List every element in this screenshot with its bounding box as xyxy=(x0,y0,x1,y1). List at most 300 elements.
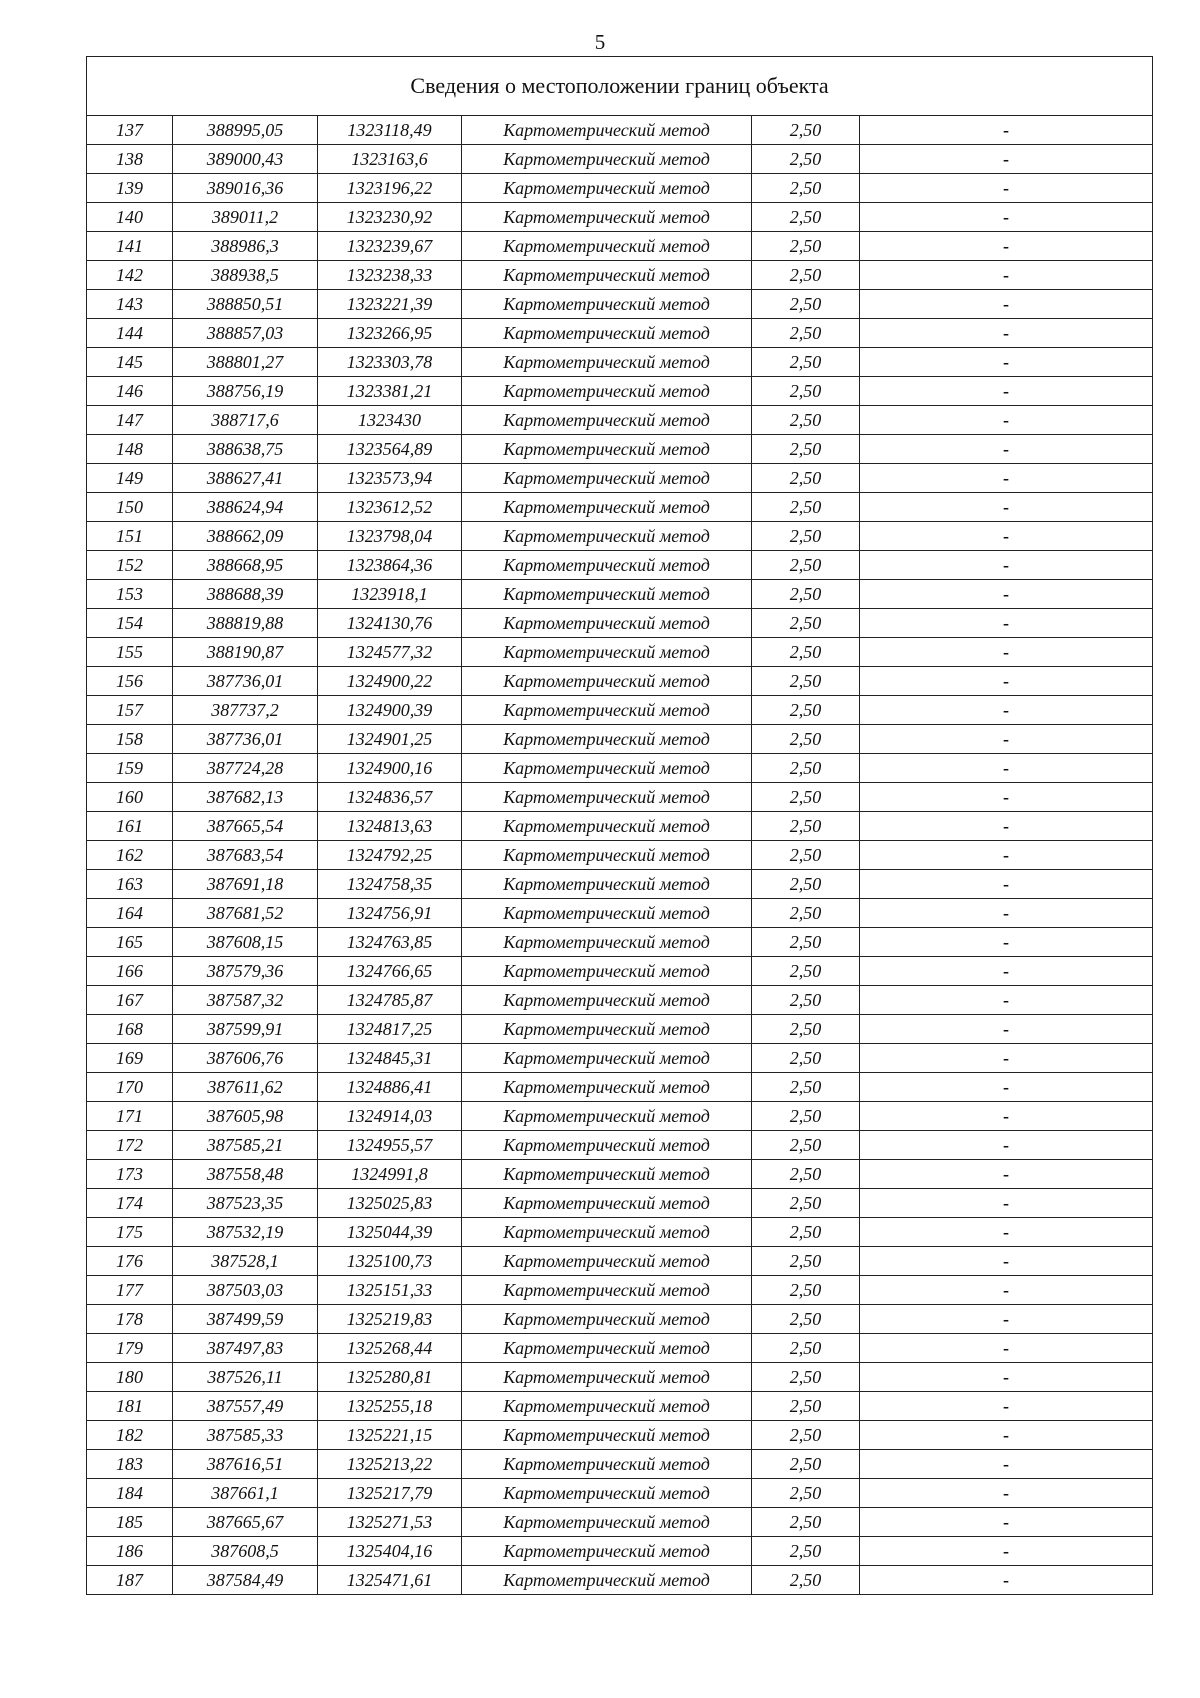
cell-description: - xyxy=(860,1392,1153,1421)
cell-method: Картометрический метод xyxy=(462,1508,752,1537)
cell-coord-x: 387665,67 xyxy=(173,1508,318,1537)
cell-coord-y: 1324813,63 xyxy=(318,812,462,841)
cell-accuracy: 2,50 xyxy=(752,783,860,812)
cell-method: Картометрический метод xyxy=(462,522,752,551)
table-row xyxy=(87,841,1153,870)
table-row xyxy=(87,667,1153,696)
cell-coord-x: 387528,1 xyxy=(173,1247,318,1276)
table-row xyxy=(87,464,1153,493)
cell-accuracy: 2,50 xyxy=(752,841,860,870)
table-row xyxy=(87,696,1153,725)
cell-point-number: 183 xyxy=(87,1450,173,1479)
cell-point-number: 177 xyxy=(87,1276,173,1305)
cell-coord-x: 388995,05 xyxy=(173,116,318,145)
cell-method: Картометрический метод xyxy=(462,1479,752,1508)
cell-point-number: 179 xyxy=(87,1334,173,1363)
cell-description: - xyxy=(860,1537,1153,1566)
cell-point-number: 163 xyxy=(87,870,173,899)
cell-coord-y: 1323238,33 xyxy=(318,261,462,290)
cell-accuracy: 2,50 xyxy=(752,377,860,406)
cell-point-number: 184 xyxy=(87,1479,173,1508)
table-row xyxy=(87,1247,1153,1276)
cell-accuracy: 2,50 xyxy=(752,1160,860,1189)
cell-coord-y: 1325025,83 xyxy=(318,1189,462,1218)
table-row xyxy=(87,522,1153,551)
cell-accuracy: 2,50 xyxy=(752,1189,860,1218)
cell-accuracy: 2,50 xyxy=(752,1508,860,1537)
cell-accuracy: 2,50 xyxy=(752,1247,860,1276)
cell-coord-x: 388627,41 xyxy=(173,464,318,493)
cell-accuracy: 2,50 xyxy=(752,1305,860,1334)
cell-method: Картометрический метод xyxy=(462,609,752,638)
cell-coord-x: 387558,48 xyxy=(173,1160,318,1189)
cell-accuracy: 2,50 xyxy=(752,638,860,667)
cell-description: - xyxy=(860,957,1153,986)
cell-coord-x: 387497,83 xyxy=(173,1334,318,1363)
table-row xyxy=(87,261,1153,290)
cell-method: Картометрический метод xyxy=(462,928,752,957)
cell-coord-x: 388717,6 xyxy=(173,406,318,435)
cell-point-number: 165 xyxy=(87,928,173,957)
cell-method: Картометрический метод xyxy=(462,377,752,406)
cell-method: Картометрический метод xyxy=(462,1131,752,1160)
cell-method: Картометрический метод xyxy=(462,319,752,348)
cell-method: Картометрический метод xyxy=(462,435,752,464)
cell-coord-x: 387665,54 xyxy=(173,812,318,841)
cell-coord-x: 387579,36 xyxy=(173,957,318,986)
cell-coord-y: 1325471,61 xyxy=(318,1566,462,1595)
cell-point-number: 173 xyxy=(87,1160,173,1189)
cell-coord-x: 388756,19 xyxy=(173,377,318,406)
cell-description: - xyxy=(860,464,1153,493)
cell-coord-y: 1325271,53 xyxy=(318,1508,462,1537)
cell-description: - xyxy=(860,1218,1153,1247)
cell-description: - xyxy=(860,1450,1153,1479)
cell-accuracy: 2,50 xyxy=(752,145,860,174)
cell-accuracy: 2,50 xyxy=(752,116,860,145)
table-row xyxy=(87,1276,1153,1305)
cell-coord-y: 1324900,16 xyxy=(318,754,462,783)
cell-accuracy: 2,50 xyxy=(752,435,860,464)
cell-point-number: 186 xyxy=(87,1537,173,1566)
cell-point-number: 160 xyxy=(87,783,173,812)
cell-accuracy: 2,50 xyxy=(752,580,860,609)
cell-description: - xyxy=(860,435,1153,464)
table-row xyxy=(87,986,1153,1015)
table-row xyxy=(87,116,1153,145)
cell-point-number: 162 xyxy=(87,841,173,870)
cell-method: Картометрический метод xyxy=(462,1015,752,1044)
table-row xyxy=(87,812,1153,841)
cell-point-number: 176 xyxy=(87,1247,173,1276)
cell-description: - xyxy=(860,783,1153,812)
cell-method: Картометрический метод xyxy=(462,1218,752,1247)
table-row xyxy=(87,551,1153,580)
cell-accuracy: 2,50 xyxy=(752,870,860,899)
table-row xyxy=(87,1450,1153,1479)
cell-coord-x: 387499,59 xyxy=(173,1305,318,1334)
cell-method: Картометрический метод xyxy=(462,1566,752,1595)
cell-accuracy: 2,50 xyxy=(752,493,860,522)
cell-coord-y: 1324758,35 xyxy=(318,870,462,899)
cell-point-number: 171 xyxy=(87,1102,173,1131)
cell-accuracy: 2,50 xyxy=(752,1102,860,1131)
cell-accuracy: 2,50 xyxy=(752,464,860,493)
cell-method: Картометрический метод xyxy=(462,203,752,232)
cell-accuracy: 2,50 xyxy=(752,203,860,232)
cell-coord-x: 387585,21 xyxy=(173,1131,318,1160)
cell-accuracy: 2,50 xyxy=(752,1450,860,1479)
cell-coord-x: 387681,52 xyxy=(173,899,318,928)
cell-description: - xyxy=(860,232,1153,261)
cell-description: - xyxy=(860,1363,1153,1392)
cell-coord-y: 1324845,31 xyxy=(318,1044,462,1073)
table-row xyxy=(87,174,1153,203)
cell-accuracy: 2,50 xyxy=(752,551,860,580)
cell-point-number: 145 xyxy=(87,348,173,377)
cell-accuracy: 2,50 xyxy=(752,812,860,841)
cell-coord-x: 389011,2 xyxy=(173,203,318,232)
cell-coord-y: 1324900,39 xyxy=(318,696,462,725)
cell-coord-y: 1324991,8 xyxy=(318,1160,462,1189)
table-row xyxy=(87,580,1153,609)
cell-coord-y: 1324763,85 xyxy=(318,928,462,957)
cell-coord-y: 1325100,73 xyxy=(318,1247,462,1276)
cell-description: - xyxy=(860,754,1153,783)
cell-coord-y: 1325280,81 xyxy=(318,1363,462,1392)
cell-description: - xyxy=(860,1566,1153,1595)
cell-coord-x: 387661,1 xyxy=(173,1479,318,1508)
table-row xyxy=(87,1102,1153,1131)
cell-coord-y: 1323196,22 xyxy=(318,174,462,203)
cell-accuracy: 2,50 xyxy=(752,1131,860,1160)
table-title: Сведения о местоположении границ объекта xyxy=(87,57,1153,116)
cell-point-number: 185 xyxy=(87,1508,173,1537)
cell-description: - xyxy=(860,522,1153,551)
cell-method: Картометрический метод xyxy=(462,1363,752,1392)
cell-description: - xyxy=(860,1508,1153,1537)
cell-coord-x: 387682,13 xyxy=(173,783,318,812)
cell-accuracy: 2,50 xyxy=(752,174,860,203)
cell-coord-x: 387526,11 xyxy=(173,1363,318,1392)
cell-coord-x: 387587,32 xyxy=(173,986,318,1015)
cell-coord-y: 1323163,6 xyxy=(318,145,462,174)
cell-coord-y: 1324130,76 xyxy=(318,609,462,638)
cell-coord-x: 387605,98 xyxy=(173,1102,318,1131)
cell-method: Картометрический метод xyxy=(462,493,752,522)
cell-point-number: 150 xyxy=(87,493,173,522)
cell-point-number: 157 xyxy=(87,696,173,725)
cell-coord-x: 387585,33 xyxy=(173,1421,318,1450)
cell-method: Картометрический метод xyxy=(462,1392,752,1421)
cell-description: - xyxy=(860,1247,1153,1276)
cell-accuracy: 2,50 xyxy=(752,928,860,957)
cell-coord-x: 387611,62 xyxy=(173,1073,318,1102)
table-row xyxy=(87,1189,1153,1218)
cell-coord-x: 387557,49 xyxy=(173,1392,318,1421)
cell-accuracy: 2,50 xyxy=(752,1334,860,1363)
cell-accuracy: 2,50 xyxy=(752,1392,860,1421)
cell-coord-y: 1325151,33 xyxy=(318,1276,462,1305)
cell-point-number: 143 xyxy=(87,290,173,319)
cell-description: - xyxy=(860,696,1153,725)
cell-method: Картометрический метод xyxy=(462,1044,752,1073)
cell-accuracy: 2,50 xyxy=(752,1218,860,1247)
cell-point-number: 153 xyxy=(87,580,173,609)
cell-coord-y: 1323266,95 xyxy=(318,319,462,348)
cell-description: - xyxy=(860,580,1153,609)
cell-coord-x: 388638,75 xyxy=(173,435,318,464)
cell-method: Картометрический метод xyxy=(462,464,752,493)
cell-accuracy: 2,50 xyxy=(752,232,860,261)
cell-method: Картометрический метод xyxy=(462,290,752,319)
cell-description: - xyxy=(860,348,1153,377)
cell-point-number: 158 xyxy=(87,725,173,754)
page-number: 5 xyxy=(594,30,606,54)
cell-coord-x: 387606,76 xyxy=(173,1044,318,1073)
cell-coord-y: 1325217,79 xyxy=(318,1479,462,1508)
cell-coord-y: 1323381,21 xyxy=(318,377,462,406)
cell-coord-x: 387691,18 xyxy=(173,870,318,899)
table-row xyxy=(87,1160,1153,1189)
cell-point-number: 140 xyxy=(87,203,173,232)
cell-coord-x: 387532,19 xyxy=(173,1218,318,1247)
cell-point-number: 170 xyxy=(87,1073,173,1102)
cell-description: - xyxy=(860,986,1153,1015)
table-row xyxy=(87,145,1153,174)
cell-accuracy: 2,50 xyxy=(752,261,860,290)
cell-description: - xyxy=(860,319,1153,348)
cell-point-number: 181 xyxy=(87,1392,173,1421)
cell-accuracy: 2,50 xyxy=(752,406,860,435)
cell-coord-x: 387736,01 xyxy=(173,667,318,696)
cell-method: Картометрический метод xyxy=(462,580,752,609)
cell-accuracy: 2,50 xyxy=(752,1479,860,1508)
cell-method: Картометрический метод xyxy=(462,899,752,928)
cell-method: Картометрический метод xyxy=(462,232,752,261)
cell-coord-y: 1324756,91 xyxy=(318,899,462,928)
cell-coord-y: 1324955,57 xyxy=(318,1131,462,1160)
cell-point-number: 164 xyxy=(87,899,173,928)
cell-point-number: 182 xyxy=(87,1421,173,1450)
cell-coord-x: 388986,3 xyxy=(173,232,318,261)
cell-description: - xyxy=(860,1131,1153,1160)
cell-coord-y: 1323564,89 xyxy=(318,435,462,464)
cell-description: - xyxy=(860,841,1153,870)
cell-accuracy: 2,50 xyxy=(752,899,860,928)
cell-coord-y: 1324766,65 xyxy=(318,957,462,986)
cell-method: Картометрический метод xyxy=(462,812,752,841)
cell-coord-y: 1324817,25 xyxy=(318,1015,462,1044)
cell-coord-x: 388938,5 xyxy=(173,261,318,290)
cell-coord-x: 387736,01 xyxy=(173,725,318,754)
cell-coord-y: 1325221,15 xyxy=(318,1421,462,1450)
cell-accuracy: 2,50 xyxy=(752,319,860,348)
cell-coord-x: 387608,5 xyxy=(173,1537,318,1566)
cell-description: - xyxy=(860,1479,1153,1508)
cell-accuracy: 2,50 xyxy=(752,290,860,319)
cell-accuracy: 2,50 xyxy=(752,1537,860,1566)
table-row xyxy=(87,493,1153,522)
cell-coord-x: 389000,43 xyxy=(173,145,318,174)
cell-method: Картометрический метод xyxy=(462,986,752,1015)
cell-description: - xyxy=(860,638,1153,667)
cell-method: Картометрический метод xyxy=(462,1276,752,1305)
table-row xyxy=(87,377,1153,406)
cell-point-number: 156 xyxy=(87,667,173,696)
cell-accuracy: 2,50 xyxy=(752,754,860,783)
cell-coord-x: 387683,54 xyxy=(173,841,318,870)
cell-description: - xyxy=(860,928,1153,957)
cell-description: - xyxy=(860,1015,1153,1044)
cell-coord-x: 388801,27 xyxy=(173,348,318,377)
cell-coord-x: 389016,36 xyxy=(173,174,318,203)
cell-description: - xyxy=(860,1305,1153,1334)
cell-point-number: 149 xyxy=(87,464,173,493)
cell-method: Картометрический метод xyxy=(462,1160,752,1189)
table-row xyxy=(87,783,1153,812)
cell-method: Картометрический метод xyxy=(462,667,752,696)
table-row xyxy=(87,1479,1153,1508)
cell-description: - xyxy=(860,290,1153,319)
table-row xyxy=(87,870,1153,899)
table-row xyxy=(87,406,1153,435)
cell-description: - xyxy=(860,406,1153,435)
cell-accuracy: 2,50 xyxy=(752,696,860,725)
table-row xyxy=(87,435,1153,464)
cell-coord-x: 387608,15 xyxy=(173,928,318,957)
cell-description: - xyxy=(860,174,1153,203)
cell-method: Картометрический метод xyxy=(462,725,752,754)
table-row xyxy=(87,754,1153,783)
cell-method: Картометрический метод xyxy=(462,348,752,377)
cell-point-number: 175 xyxy=(87,1218,173,1247)
cell-point-number: 178 xyxy=(87,1305,173,1334)
cell-point-number: 147 xyxy=(87,406,173,435)
cell-coord-y: 1323573,94 xyxy=(318,464,462,493)
cell-coord-y: 1324900,22 xyxy=(318,667,462,696)
cell-coord-y: 1323239,67 xyxy=(318,232,462,261)
cell-accuracy: 2,50 xyxy=(752,667,860,696)
cell-description: - xyxy=(860,609,1153,638)
cell-coord-y: 1323798,04 xyxy=(318,522,462,551)
cell-method: Картометрический метод xyxy=(462,870,752,899)
cell-accuracy: 2,50 xyxy=(752,1363,860,1392)
cell-coord-y: 1323918,1 xyxy=(318,580,462,609)
cell-coord-x: 387599,91 xyxy=(173,1015,318,1044)
cell-point-number: 146 xyxy=(87,377,173,406)
cell-description: - xyxy=(860,899,1153,928)
cell-coord-y: 1323430 xyxy=(318,406,462,435)
cell-description: - xyxy=(860,1189,1153,1218)
table-row xyxy=(87,928,1153,957)
table-row xyxy=(87,1218,1153,1247)
cell-accuracy: 2,50 xyxy=(752,957,860,986)
cell-coord-y: 1325268,44 xyxy=(318,1334,462,1363)
cell-point-number: 142 xyxy=(87,261,173,290)
cell-coord-x: 388857,03 xyxy=(173,319,318,348)
cell-accuracy: 2,50 xyxy=(752,1044,860,1073)
cell-coord-x: 387724,28 xyxy=(173,754,318,783)
table-row xyxy=(87,232,1153,261)
cell-method: Картометрический метод xyxy=(462,116,752,145)
cell-accuracy: 2,50 xyxy=(752,348,860,377)
cell-method: Картометрический метод xyxy=(462,696,752,725)
cell-description: - xyxy=(860,1160,1153,1189)
cell-description: - xyxy=(860,1421,1153,1450)
table-row xyxy=(87,1537,1153,1566)
cell-coord-y: 1324914,03 xyxy=(318,1102,462,1131)
cell-coord-x: 388819,88 xyxy=(173,609,318,638)
cell-point-number: 152 xyxy=(87,551,173,580)
cell-coord-y: 1323303,78 xyxy=(318,348,462,377)
cell-accuracy: 2,50 xyxy=(752,1421,860,1450)
table-row xyxy=(87,1131,1153,1160)
cell-description: - xyxy=(860,1044,1153,1073)
cell-coord-y: 1325404,16 xyxy=(318,1537,462,1566)
cell-method: Картометрический метод xyxy=(462,1421,752,1450)
table-row xyxy=(87,1363,1153,1392)
cell-point-number: 138 xyxy=(87,145,173,174)
cell-method: Картометрический метод xyxy=(462,754,752,783)
cell-coord-y: 1325044,39 xyxy=(318,1218,462,1247)
table-row xyxy=(87,899,1153,928)
cell-method: Картометрический метод xyxy=(462,1102,752,1131)
boundary-coordinates-table xyxy=(86,56,1153,1595)
table-row xyxy=(87,1566,1153,1595)
cell-description: - xyxy=(860,261,1153,290)
cell-description: - xyxy=(860,551,1153,580)
table-row xyxy=(87,203,1153,232)
cell-accuracy: 2,50 xyxy=(752,1566,860,1595)
table-row xyxy=(87,1073,1153,1102)
cell-method: Картометрический метод xyxy=(462,261,752,290)
cell-method: Картометрический метод xyxy=(462,1247,752,1276)
cell-coord-y: 1323612,52 xyxy=(318,493,462,522)
cell-method: Картометрический метод xyxy=(462,174,752,203)
cell-description: - xyxy=(860,812,1153,841)
cell-coord-y: 1323118,49 xyxy=(318,116,462,145)
cell-coord-y: 1325219,83 xyxy=(318,1305,462,1334)
table-row xyxy=(87,348,1153,377)
cell-coord-x: 388850,51 xyxy=(173,290,318,319)
cell-point-number: 148 xyxy=(87,435,173,464)
cell-coord-x: 388662,09 xyxy=(173,522,318,551)
table-row xyxy=(87,319,1153,348)
cell-method: Картометрический метод xyxy=(462,1450,752,1479)
cell-point-number: 161 xyxy=(87,812,173,841)
cell-accuracy: 2,50 xyxy=(752,986,860,1015)
cell-coord-x: 388688,39 xyxy=(173,580,318,609)
cell-point-number: 139 xyxy=(87,174,173,203)
table-row xyxy=(87,1392,1153,1421)
cell-accuracy: 2,50 xyxy=(752,725,860,754)
cell-coord-y: 1323230,92 xyxy=(318,203,462,232)
cell-coord-x: 387523,35 xyxy=(173,1189,318,1218)
cell-accuracy: 2,50 xyxy=(752,1073,860,1102)
cell-description: - xyxy=(860,203,1153,232)
cell-description: - xyxy=(860,725,1153,754)
table-row xyxy=(87,1015,1153,1044)
cell-description: - xyxy=(860,493,1153,522)
cell-point-number: 159 xyxy=(87,754,173,783)
table-row xyxy=(87,1044,1153,1073)
table-title-row xyxy=(87,57,1153,116)
cell-point-number: 180 xyxy=(87,1363,173,1392)
cell-description: - xyxy=(860,116,1153,145)
table-row xyxy=(87,638,1153,667)
cell-method: Картометрический метод xyxy=(462,783,752,812)
